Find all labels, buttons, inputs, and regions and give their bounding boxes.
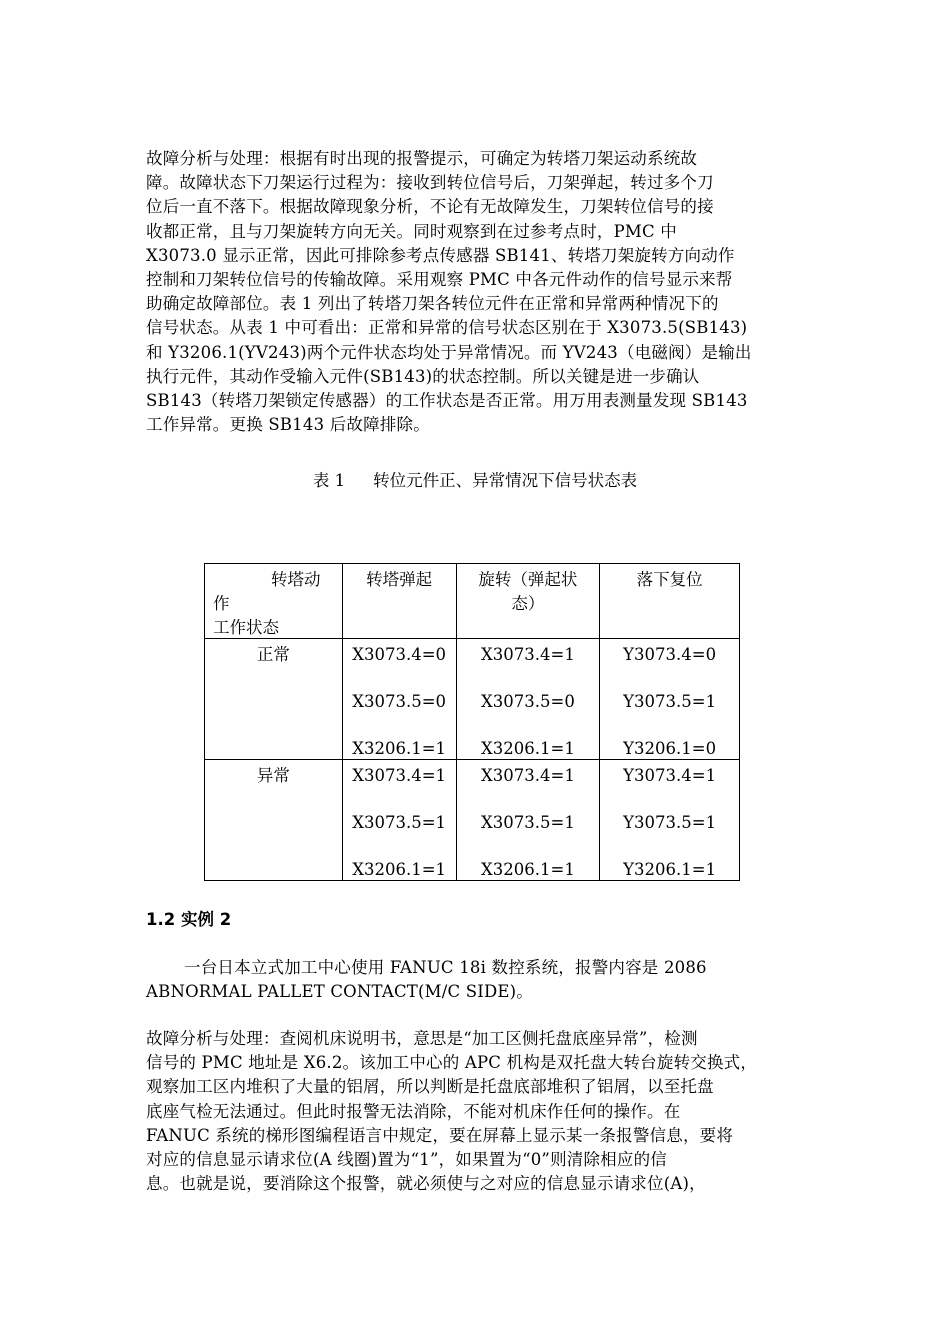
column-header-text: 转塔弹起 — [366, 570, 433, 589]
table-caption — [0, 469, 950, 493]
signal-value: X3206.1=1 — [352, 739, 447, 758]
text-line: 故障分析与处理：查阅机床说明书，意思是“加工区侧托盘底座异常”，检测 — [146, 1029, 698, 1048]
column-header-text: 旋转（弹起状 — [478, 570, 578, 589]
text-line: SB143（转塔刀架锁定传感器）的工作状态是否正常。用万用表测量发现 SB143 — [146, 390, 748, 410]
corner-header-line: 转塔动 — [271, 570, 321, 589]
text-line: 收都正常，且与刀架旋转方向无关。同时观察到在过参考点时，PMC 中 — [146, 221, 677, 241]
signal-value: Y3206.1=0 — [623, 739, 717, 758]
signal-cell — [456, 760, 600, 881]
text-line: 障。故障状态下刀架运行过程为：接收到转位信号后，刀架弹起，转过多个刀 — [146, 173, 714, 193]
paragraph-fault-analysis-2 — [146, 1027, 806, 1196]
signal-value: Y3206.1=1 — [623, 860, 717, 879]
paragraph-fault-analysis-1 — [146, 147, 806, 437]
text-line: 观察加工区内堆积了大量的铝屑，所以判断是托盘底部堆积了铝屑，以至托盘 — [146, 1077, 714, 1097]
signal-value: X3206.1=1 — [352, 860, 447, 879]
text-line: 助确定故障部位。表 1 列出了转塔刀架各转位元件在正常和异常两种情况下的 — [146, 294, 719, 314]
text-line: 和 Y3206.1(YV243)两个元件状态均处于异常情况。而 YV243（电磁阀）是输出 — [146, 342, 752, 362]
signal-value: X3073.5=1 — [352, 813, 447, 832]
table-number: 表 1 — [312, 471, 346, 490]
row-state-label: 正常 — [256, 645, 290, 664]
text-line: ABNORMAL PALLET CONTACT(M/C SIDE)。 — [146, 982, 533, 1002]
signal-state-table — [204, 563, 740, 881]
signal-value: X3073.4=1 — [481, 645, 575, 664]
column-header-rotate — [456, 564, 600, 639]
signal-value: X3073.4=1 — [352, 766, 447, 785]
table-row-abnormal — [205, 760, 740, 881]
text-line: X3073.0 显示正常，因此可排除参考点传感器 SB141、转塔刀架旋转方向动作 — [146, 245, 735, 265]
column-header-turret-up — [342, 564, 456, 639]
paragraph-example-2-intro — [146, 956, 806, 1004]
signal-value: X3206.1=1 — [481, 739, 575, 758]
signal-value: X3073.4=0 — [352, 645, 447, 664]
text-line: 位后一直不落下。根据故障现象分析，不论有无故障发生，刀架转位信号的接 — [146, 197, 714, 217]
table-title: 转位元件正、异常情况下信号状态表 — [373, 471, 638, 490]
corner-header-cell — [205, 564, 343, 639]
column-header-text: 落下复位 — [636, 570, 703, 589]
table-header-row — [205, 564, 740, 639]
row-state-label: 异常 — [256, 766, 290, 785]
row-state-cell — [205, 760, 343, 881]
text-line: 信号的 PMC 地址是 X6.2。该加工中心的 APC 机构是双托盘大转台旋转交换式， — [146, 1053, 758, 1073]
signal-cell — [342, 760, 456, 881]
text-line: 工作异常。更换 SB143 后故障排除。 — [146, 415, 430, 435]
signal-value: X3073.4=1 — [481, 766, 575, 785]
signal-value: Y3073.5=1 — [623, 692, 717, 711]
signal-cell — [342, 639, 456, 760]
column-header-text: 态） — [511, 594, 545, 613]
signal-value: Y3073.4=1 — [623, 766, 717, 785]
text-line: 底座气检无法通过。但此时报警无法消除，不能对机床作任何的操作。在 — [146, 1101, 681, 1121]
signal-cell — [456, 639, 600, 760]
text-line: 一台日本立式加工中心使用 FANUC 18i 数控系统，报警内容是 2086 — [184, 958, 707, 977]
text-line: 信号状态。从表 1 中可看出：正常和异常的信号状态区别在于 X3073.5(SB143) — [146, 318, 748, 338]
text-line: 执行元件，其动作受输入元件(SB143)的状态控制。所以关键是进一步确认 — [146, 366, 700, 386]
column-header-lower-reset — [600, 564, 740, 639]
signal-cell — [600, 639, 740, 760]
signal-value: Y3073.4=0 — [623, 645, 717, 664]
signal-cell — [600, 760, 740, 881]
section-heading: 1.2 实例 2 — [146, 910, 232, 929]
signal-value: Y3073.5=1 — [623, 813, 717, 832]
corner-header-line: 作 — [213, 594, 230, 613]
text-line: FANUC 系统的梯形图编程语言中规定，要在屏幕上显示某一条报警信息，要将 — [146, 1125, 734, 1145]
signal-value: X3073.5=0 — [481, 692, 575, 711]
signal-value: X3073.5=0 — [352, 692, 447, 711]
text-line: 对应的信息显示请求位(A 线圈)置为“1”，如果置为“0”则清除相应的信 — [146, 1149, 667, 1169]
row-state-cell — [205, 639, 343, 760]
signal-value: X3206.1=1 — [481, 860, 575, 879]
text-line: 息。也就是说，要消除这个报警，就必须使与之对应的信息显示请求位(A)， — [146, 1174, 706, 1194]
signal-value: X3073.5=1 — [481, 813, 575, 832]
corner-header-line: 工作状态 — [213, 618, 279, 637]
text-line: 控制和刀架转位信号的传输故障。采用观察 PMC 中各元件动作的信号显示来帮 — [146, 269, 733, 289]
table-row-normal — [205, 639, 740, 760]
text-line: 故障分析与处理：根据有时出现的报警提示，可确定为转塔刀架运动系统故 — [146, 149, 698, 168]
